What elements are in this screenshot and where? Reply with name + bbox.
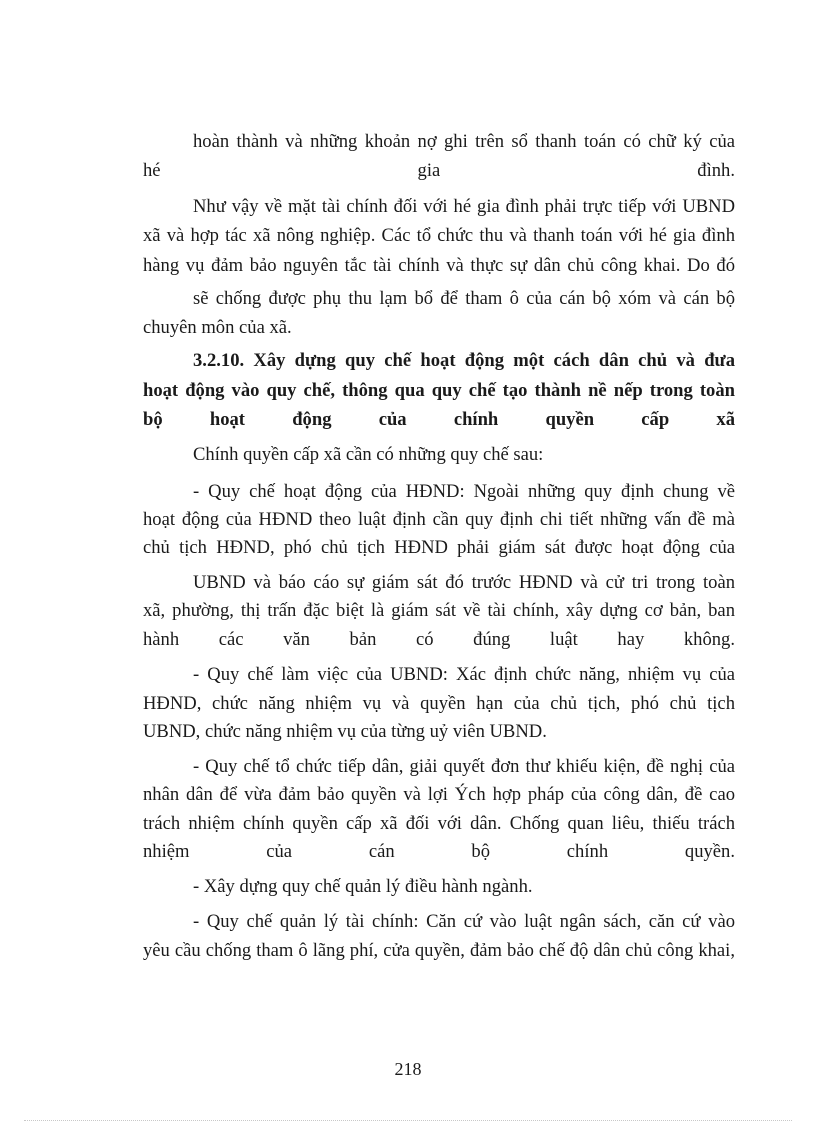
text-line: hàng vụ đảm bảo nguyên tắc tài chính và thực sự dân chủ công khai. Do đó	[143, 255, 735, 276]
text-line: nhiệm của cán bộ chính quyền.	[143, 841, 735, 862]
text-line: xã và hợp tác xã nông nghiệp. Các tổ chức thu và thanh toán với hé gia đình	[143, 225, 735, 246]
text-line: - Quy chế làm việc của UBND: Xác định chức năng, nhiệm vụ của	[193, 664, 735, 685]
section-heading-line: hoạt động vào quy chế, thông qua quy chế tạo thành nề nếp trong toàn	[143, 380, 735, 401]
text-line: hành các văn bản có đúng luật hay không.	[143, 629, 735, 650]
text-line: chủ tịch HĐND, phó chủ tịch HĐND phải giám sát được hoạt động của	[143, 537, 735, 558]
text-line: - Xây dựng quy chế quản lý điều hành ngành.	[193, 876, 533, 897]
text-line: UBND và báo cáo sự giám sát đó trước HĐND và cử tri trong toàn	[193, 572, 735, 593]
text-line: xã, phường, thị trấn đặc biệt là giám sát về tài chính, xây dựng cơ bản, ban	[143, 600, 735, 621]
text-line: Chính quyền cấp xã cần có những quy chế sau:	[193, 444, 544, 465]
text-line: Như vậy về mặt tài chính đối với hé gia đình phải trực tiếp với UBND	[193, 196, 735, 217]
text-line: hé gia đình.	[143, 160, 735, 181]
text-line: HĐND, chức năng nhiệm vụ và quyền hạn của chủ tịch, phó chủ tịch	[143, 693, 735, 714]
text-line: hoàn thành và những khoản nợ ghi trên sổ thanh toán có chữ ký của	[193, 131, 735, 152]
page-number: 218	[394, 1059, 422, 1079]
text-line: yêu cầu chống tham ô lãng phí, cửa quyền, đảm bảo chế độ dân chủ công khai,	[143, 940, 735, 961]
text-line: - Quy chế hoạt động của HĐND: Ngoài những quy định chung về	[193, 481, 735, 502]
section-heading-line: 3.2.10. Xây dựng quy chế hoạt động một cách dân chủ và đưa	[193, 350, 735, 371]
footer-divider	[24, 1120, 792, 1121]
text-line: nhân dân để vừa đảm bảo quyền và lợi Ých hợp pháp của công dân, đề cao	[143, 784, 735, 805]
text-line: hoạt động của HĐND theo luật định cần quy định chi tiết những vấn đề mà	[143, 509, 735, 530]
text-line: - Quy chế quản lý tài chính: Căn cứ vào luật ngân sách, căn cứ vào	[193, 911, 735, 932]
text-line: trách nhiệm chính quyền cấp xã đối với dân. Chống quan liêu, thiếu trách	[143, 813, 735, 834]
text-line: - Quy chế tổ chức tiếp dân, giải quyết đơn thư khiếu kiện, đề nghị của	[193, 756, 735, 777]
text-line: chuyên môn của xã.	[143, 317, 292, 338]
section-heading-line: bộ hoạt động của chính quyền cấp xã	[143, 409, 735, 430]
text-line: UBND, chức năng nhiệm vụ của từng uỷ viên UBND.	[143, 721, 547, 742]
text-line: sẽ chống được phụ thu lạm bổ để tham ô của cán bộ xóm và cán bộ	[193, 288, 735, 309]
